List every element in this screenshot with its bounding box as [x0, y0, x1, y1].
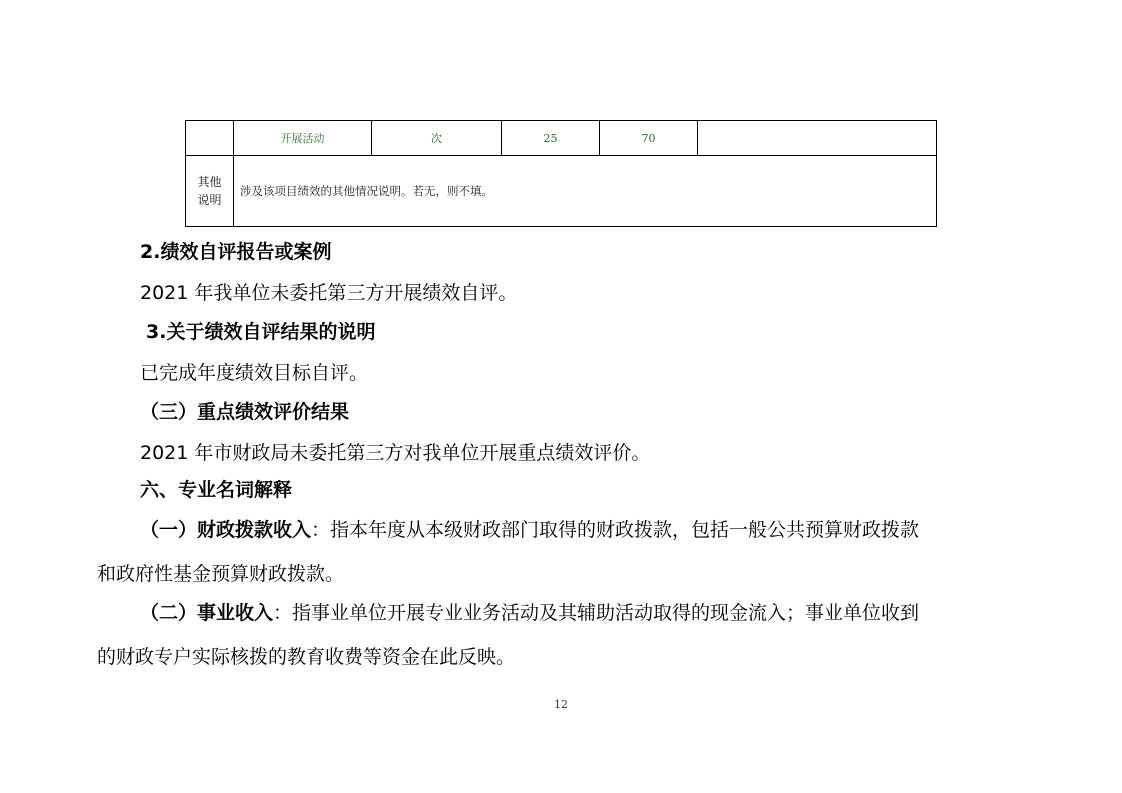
- term-2-text: ：指事业单位开展专业业务活动及其辅助活动取得的现金流入；事业单位收到: [273, 602, 920, 624]
- section-3-heading: 3.关于绩效自评结果的说明: [146, 321, 376, 343]
- term-2-label: （二）事业收入: [140, 602, 274, 624]
- table-cell-empty: [186, 121, 234, 155]
- term-2-line-1: [140, 601, 919, 625]
- table-cell-activity: 开展活动: [234, 121, 372, 155]
- other-notes-text: 涉及该项目绩效的其他情况说明。若无，则不填。: [240, 184, 493, 198]
- section-three-heading: （三）重点绩效评价结果: [140, 401, 350, 423]
- table-cell-empty-right: [698, 121, 936, 155]
- table-cell-value-a: 25: [502, 121, 600, 155]
- section-3-body: 已完成年度绩效目标自评。: [140, 362, 369, 384]
- performance-table: [185, 120, 937, 227]
- table-cell-unit: 次: [372, 121, 502, 155]
- other-notes-label: 其他说明: [186, 156, 234, 226]
- term-1-line-1: [140, 518, 919, 542]
- table-cell-value-b: 70: [600, 121, 698, 155]
- term-1-text: ：指本年度从本级财政部门取得的财政拨款，包括一般公共预算财政拨款: [311, 519, 920, 541]
- term-2-line-2: 的财政专户实际核拨的教育收费等资金在此反映。: [97, 646, 516, 668]
- page-number: 12: [554, 698, 568, 711]
- table-row: [186, 156, 936, 226]
- table-row: [186, 121, 936, 156]
- term-1-label: （一）财政拨款收入: [140, 519, 312, 541]
- term-1-line-2: 和政府性基金预算财政拨款。: [97, 563, 345, 585]
- section-three-body: 2021 年市财政局未委托第三方对我单位开展重点绩效评价。: [140, 442, 651, 464]
- section-2-heading: 2.绩效自评报告或案例: [140, 241, 332, 263]
- section-2-body: 2021 年我单位未委托第三方开展绩效自评。: [140, 282, 518, 304]
- section-6-heading: 六、专业名词解释: [140, 479, 293, 501]
